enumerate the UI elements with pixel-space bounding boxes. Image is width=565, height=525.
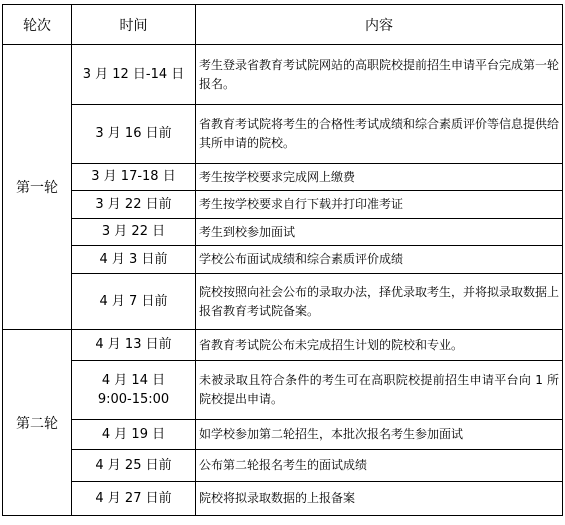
header-round: 轮次 xyxy=(3,5,72,45)
time-cell: 4 月 7 日前 xyxy=(72,274,196,330)
table-row xyxy=(3,246,563,274)
content-cell: 公布第二轮报名考生的面试成绩 xyxy=(196,450,563,482)
time-cell: 4 月 19 日 xyxy=(72,420,196,450)
round-label-2: 第二轮 xyxy=(3,330,72,516)
table-row xyxy=(3,450,563,482)
table-row xyxy=(3,274,563,330)
time-cell: 3 月 17-18 日 xyxy=(72,164,196,191)
time-cell: 3 月 22 日 xyxy=(72,219,196,246)
content-cell: 学校公布面试成绩和综合素质评价成绩 xyxy=(196,246,563,274)
content-cell: 院校按照向社会公布的录取办法，择优录取考生，并将拟录取数据上报省教育考试院备案。 xyxy=(196,274,563,330)
time-cell: 4 月 3 日前 xyxy=(72,246,196,274)
time-cell: 3 月 12 日-14 日 xyxy=(72,45,196,105)
table-row xyxy=(3,482,563,516)
table-row xyxy=(3,420,563,450)
content-cell: 院校将拟录取数据的上报备案 xyxy=(196,482,563,516)
content-cell: 省教育考试院将考生的合格性考试成绩和综合素质评价等信息提供给其所申请的院校。 xyxy=(196,105,563,164)
table-row xyxy=(3,105,563,164)
content-cell: 考生登录省教育考试院网站的高职院校提前招生申请平台完成第一轮报名。 xyxy=(196,45,563,105)
content-cell: 未被录取且符合条件的考生可在高职院校提前招生申请平台向 1 所院校提出申请。 xyxy=(196,361,563,420)
table-row xyxy=(3,45,563,105)
admission-schedule-table xyxy=(2,4,563,516)
header-time: 时间 xyxy=(72,5,196,45)
content-cell: 考生按学校要求完成网上缴费 xyxy=(196,164,563,191)
time-cell: 3 月 22 日前 xyxy=(72,191,196,219)
header-content: 内容 xyxy=(196,5,563,45)
round-label-1: 第一轮 xyxy=(3,45,72,330)
table-row xyxy=(3,191,563,219)
time-cell: 4 月 25 日前 xyxy=(72,450,196,482)
time-cell: 3 月 16 日前 xyxy=(72,105,196,164)
content-cell: 考生到校参加面试 xyxy=(196,219,563,246)
content-cell: 如学校参加第二轮招生，本批次报名考生参加面试 xyxy=(196,420,563,450)
time-cell: 4 月 13 日前 xyxy=(72,330,196,361)
table-row xyxy=(3,361,563,420)
table-row xyxy=(3,219,563,246)
table-row xyxy=(3,330,563,361)
time-cell: 4 月 27 日前 xyxy=(72,482,196,516)
header-row xyxy=(3,5,563,45)
content-cell: 省教育考试院公布未完成招生计划的院校和专业。 xyxy=(196,330,563,361)
time-cell: 4 月 14 日 9:00-15:00 xyxy=(72,361,196,420)
table-row xyxy=(3,164,563,191)
content-cell: 考生按学校要求自行下载并打印准考证 xyxy=(196,191,563,219)
